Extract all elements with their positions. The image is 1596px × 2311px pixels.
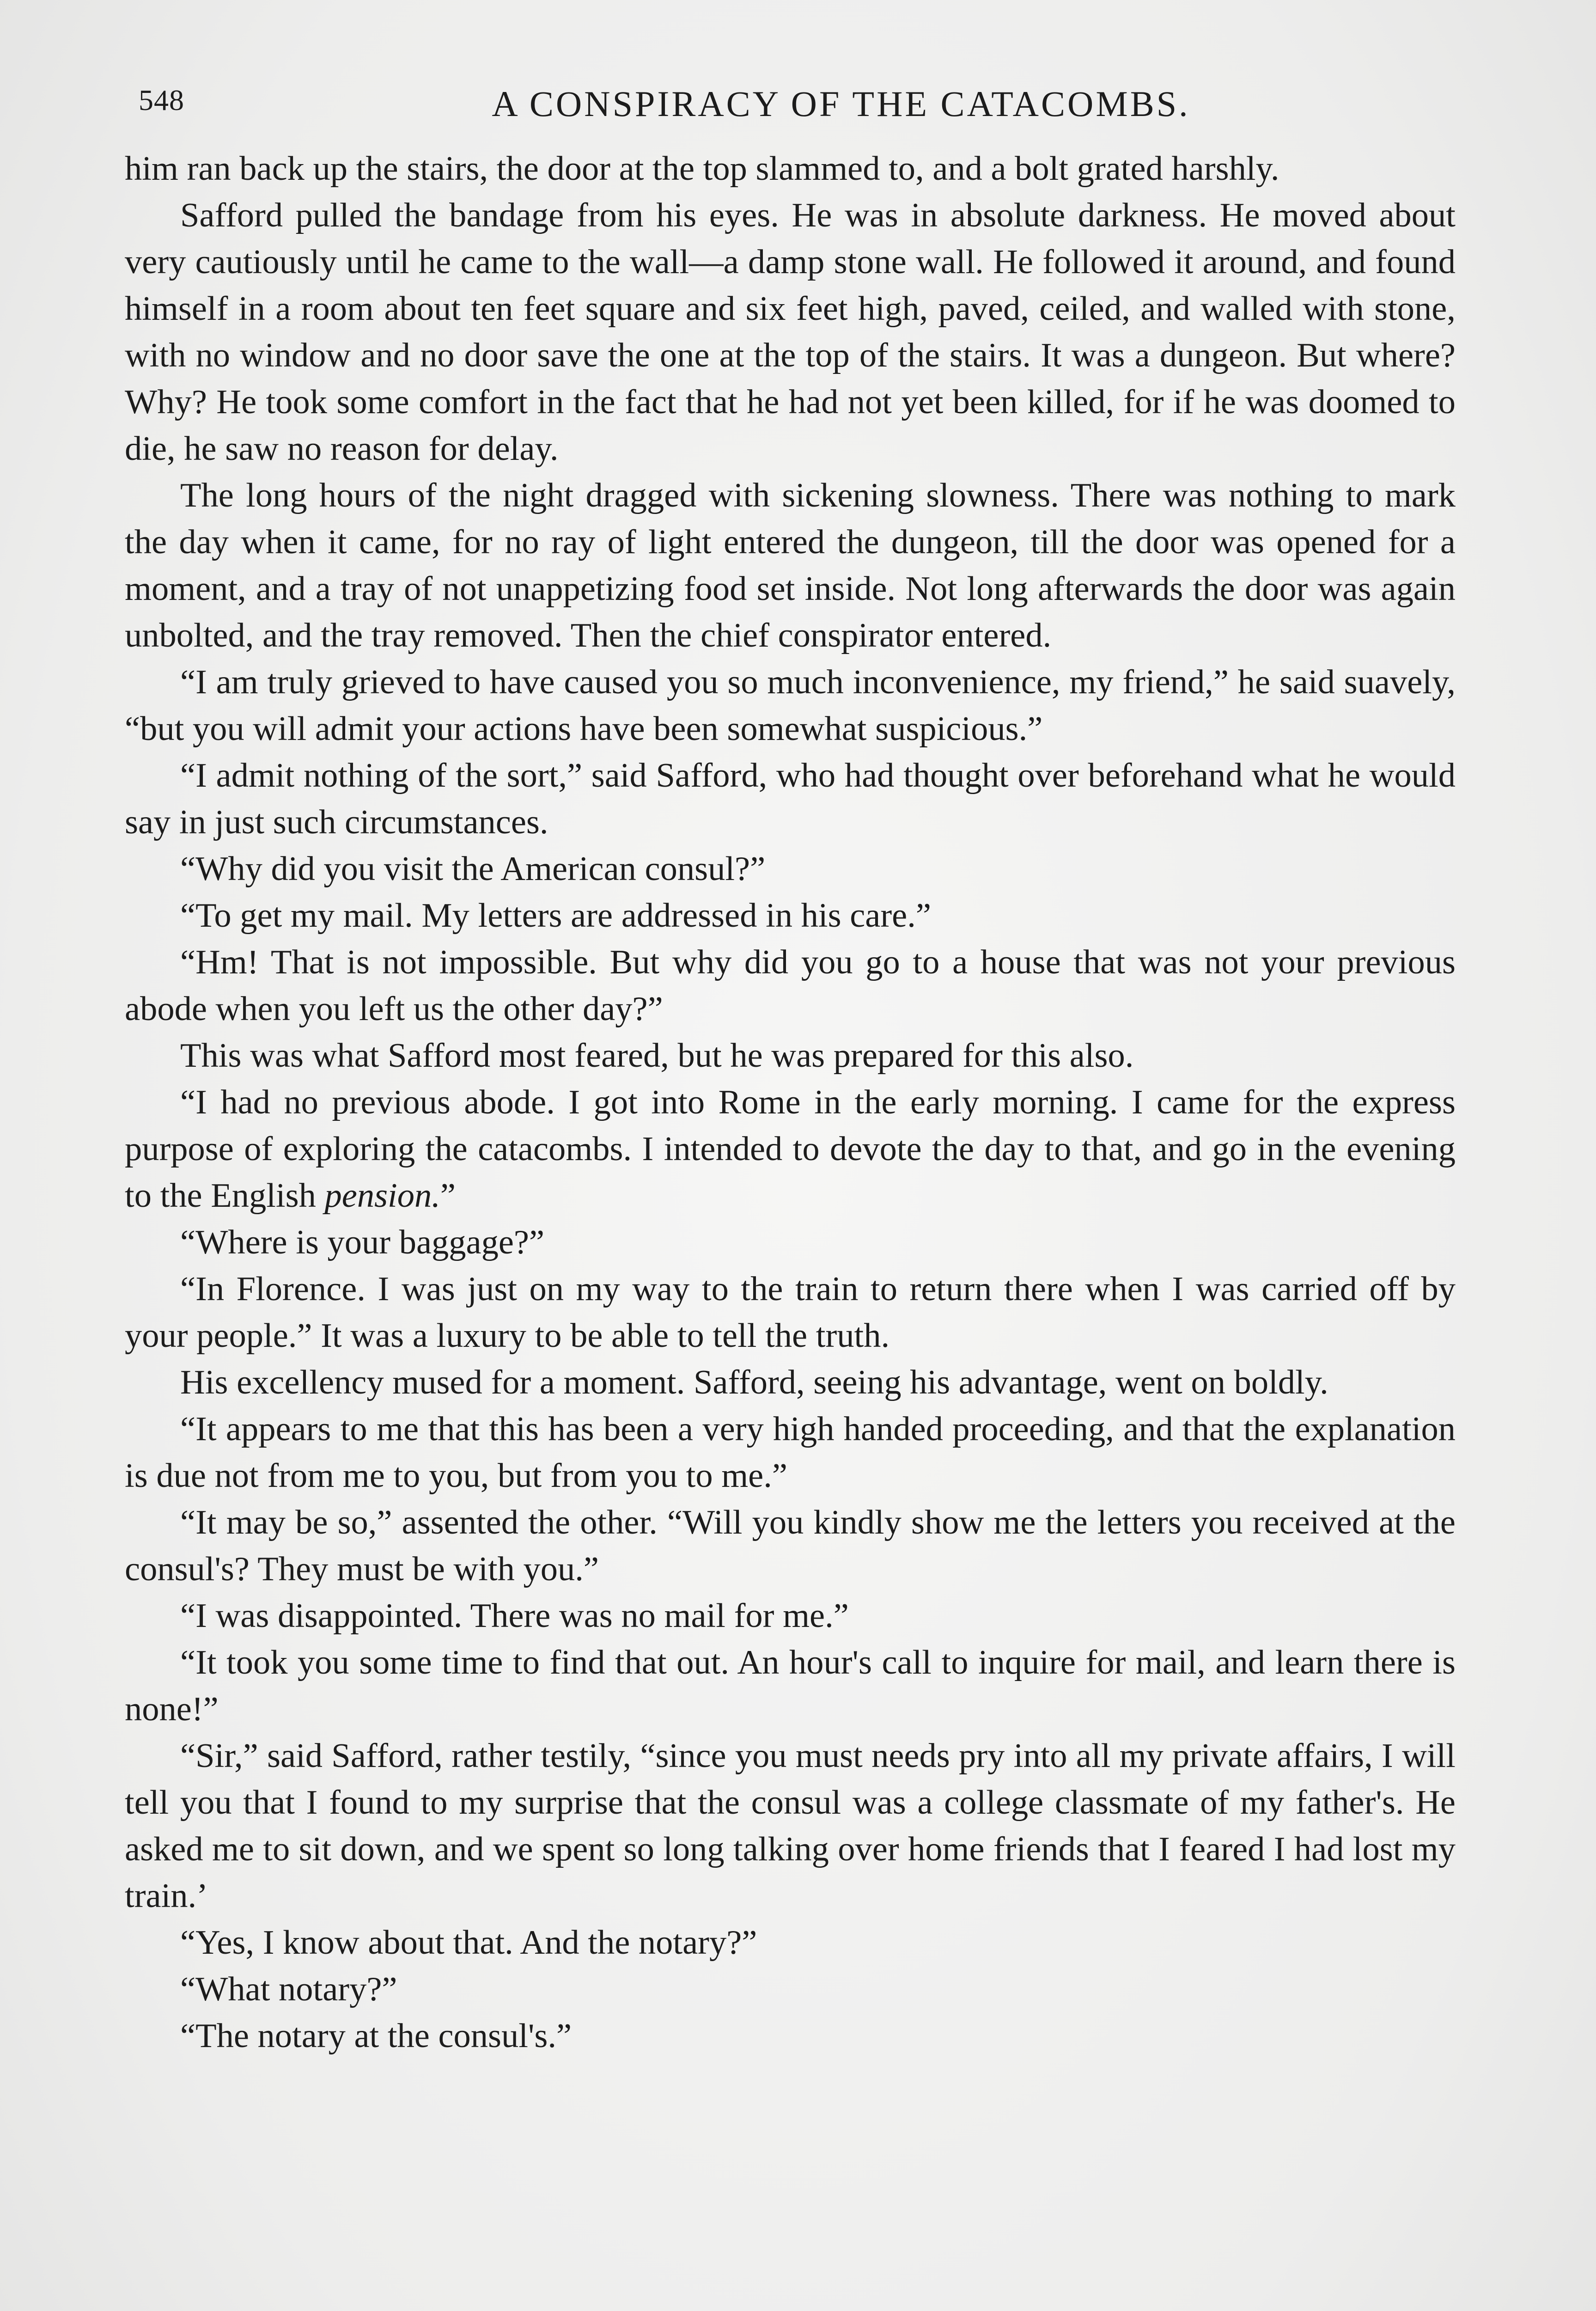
paragraph: “The notary at the consul's.” (180, 2017, 572, 2055)
body-text (125, 146, 1456, 2060)
paragraph: “I admit nothing of the sort,” said Safford, who had thought over beforehand what he would say in just such circumstances. (125, 757, 1456, 841)
paragraph: “In Florence. I was just on my way to the train to return there when I was carried off by your people.” It was a luxury to be able to tell the truth. (125, 1270, 1456, 1355)
paragraph: “It appears to me that this has been a very high handed proceeding, and that the explanation is due not from me to you, but from you to me.” (125, 1410, 1456, 1495)
paragraph: him ran back up the stairs, the door at the top slammed to, and a bolt grated harshly. (125, 150, 1279, 188)
paragraph: Safford pulled the bandage from his eyes. He was in absolute darkness. He moved about very cautiously until he came to the wall—a damp stone wall. He followed it around, and found himself in a room about ten feet square and six feet high, paved, ceiled, and walled with stone, with no window and no door save the one at the top of the stairs. It was a dungeon. But where? Why? He took some comfort in the fact that he had not yet been killed, for if he was doomed to die, he saw no reason for delay. (125, 196, 1456, 468)
paragraph-pension (125, 1079, 1456, 1219)
paragraph: “Where is your baggage?” (180, 1223, 545, 1261)
closing-quote: ” (440, 1177, 456, 1215)
paragraph: His excellency mused for a moment. Safford, seeing his advantage, went on boldly. (180, 1363, 1328, 1401)
paragraph-text: “I had no previous abode. I got into Rome in the early morning. I came for the express purpose of exploring the catacombs. I intended to devote the day to that, and go in the evening to the English (125, 1083, 1456, 1215)
paragraph: “I was disappointed. There was no mail for me.” (180, 1597, 849, 1635)
paragraph: “What notary?” (180, 1970, 397, 2008)
paragraph: “I am truly grieved to have caused you so much inconvenience, my friend,” he said suavely, “but you will admit your actions have been somewhat suspicious.” (125, 663, 1456, 748)
paragraph: This was what Safford most feared, but he was prepared for this also. (180, 1037, 1134, 1075)
paragraph: “Sir,” said Safford, rather testily, “since you must needs pry into all my private affairs, I will tell you that I found to my surprise that the consul was a college classmate of my father's. He asked me to sit down, and we spent so long talking over home friends that I feared I had lost my train.’ (125, 1737, 1456, 1915)
paragraph: “Why did you visit the American consul?” (180, 850, 766, 888)
running-title: A CONSPIRACY OF THE CATACOMBS. (492, 84, 1190, 124)
paragraph: “Hm! That is not impossible. But why did you go to a house that was not your previous abode when you left us the other day?” (125, 943, 1456, 1028)
italic-word: pension. (324, 1177, 440, 1215)
paragraph: The long hours of the night dragged with sickening slowness. There was nothing to mark the day when it came, for no ray of light entered the dungeon, till the door was opened for a moment, and a tray of not unappetizing food set inside. Not long afterwards the door was again unbolted, and the tray removed. Then the chief conspirator entered. (125, 477, 1456, 654)
page-number: 548 (139, 84, 184, 116)
running-head (139, 79, 1465, 139)
paragraph: “It may be so,” assented the other. “Will you kindly show me the letters you received at the consul's? They must be with you.” (125, 1504, 1456, 1588)
paragraph: “It took you some time to find that out. An hour's call to inquire for mail, and learn there is none!” (125, 1644, 1456, 1728)
paragraph: “To get my mail. My letters are addressed in his care.” (180, 897, 931, 935)
paragraph: “Yes, I know about that. And the notary?” (180, 1924, 757, 1962)
